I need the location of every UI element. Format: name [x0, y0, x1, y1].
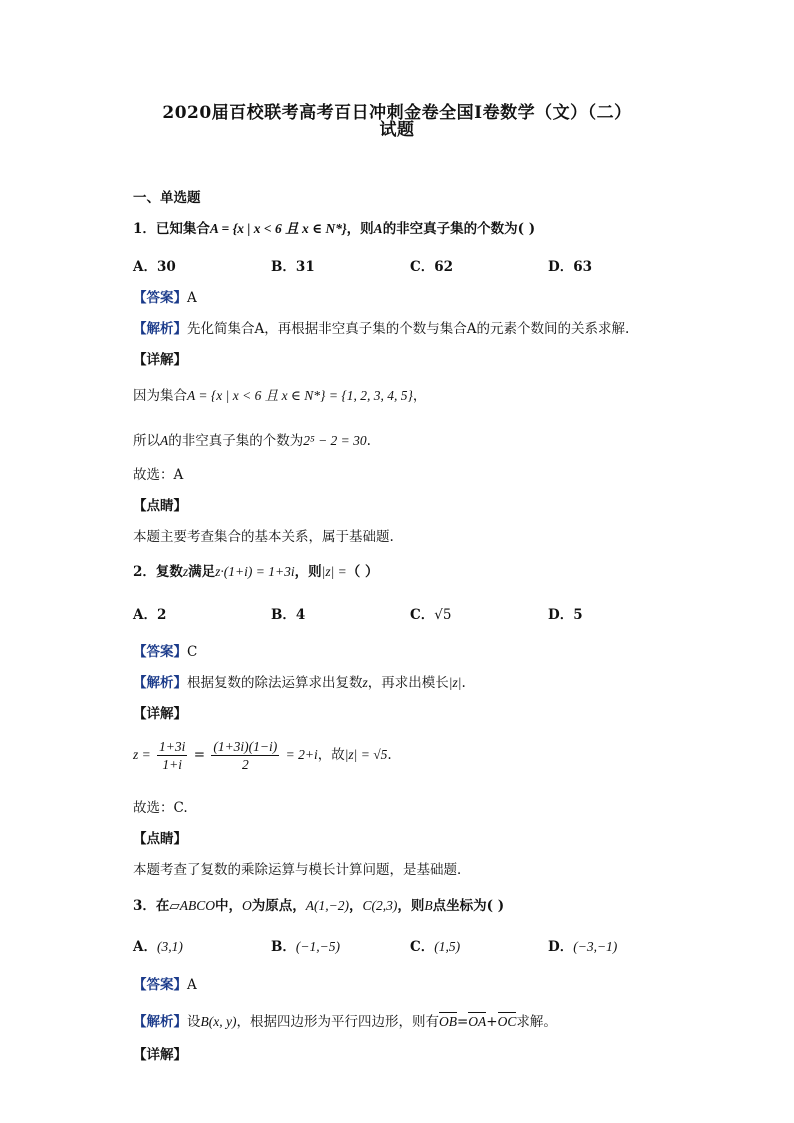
q1-analysis: 【解析】先化简集合A，再根据非空真子集的个数与集合A的元素个数间的关系求解.	[133, 321, 630, 337]
q3-answer: 【答案】A	[133, 977, 197, 993]
q2-detail-heading: 【详解】	[133, 706, 187, 722]
q3-option-b: B．(−1,−5)	[271, 939, 341, 955]
q1-choice: 故选：A	[133, 467, 184, 483]
q2-option-d: D．5	[548, 607, 583, 623]
q1-detail-line-2: 所以A的非空真子集的个数为2⁵ − 2 = 30.	[133, 433, 371, 449]
q3-option-c: C．(1,5)	[410, 939, 461, 955]
q2-option-c: C．√5	[410, 607, 452, 623]
doc-title: 2020届百校联考高考百日冲刺金卷全国Ⅰ卷数学（文）（二）	[162, 103, 632, 123]
q1-option-c: C．62	[410, 259, 454, 275]
q2-analysis: 【解析】根据复数的除法运算求出复数z，再求出模长|z|.	[133, 675, 466, 691]
q2-option-b: B．4	[271, 607, 306, 623]
vector-ob: OB	[438, 1014, 457, 1029]
q2-choice: 故选：C.	[133, 800, 188, 816]
vector-oa: OA	[468, 1014, 487, 1029]
q2-comment: 本题考查了复数的乘除运算与模长计算问题，是基础题．	[133, 862, 471, 878]
q1-detail-line-1: 因为集合A = {x | x < 6 且 x ∈ N*} = {1, 2, 3, 4, 5}，	[133, 388, 427, 404]
q1-comment-heading: 【点睛】	[133, 498, 187, 514]
q3-analysis: 【解析】设B(x, y)，根据四边形为平行四边形，则有OB=OA+OC求解。	[133, 1014, 557, 1030]
q1-comment: 本题主要考查集合的基本关系，属于基础题.	[133, 529, 394, 545]
q1-detail-heading: 【详解】	[133, 352, 187, 368]
vector-oc: OC	[497, 1014, 517, 1029]
section-heading: 一、单选题	[133, 190, 201, 206]
q2-answer: 【答案】C	[133, 644, 198, 660]
q2-comment-heading: 【点睛】	[133, 831, 187, 847]
q2-detail-equation: z = $\frac{1+3i}{1+i}$ = $\frac{(1+3i)(1-i)}{2}$ = 2+i，故|z| = √5.	[133, 739, 392, 772]
fraction-2: $\frac{(1+3i)(1-i)}{2}$	[213, 739, 278, 772]
q1-option-d: D．63	[548, 259, 593, 275]
q2-option-a: A．2	[133, 607, 167, 623]
q1-option-b: B．31	[271, 259, 315, 275]
doc-subtitle: 试题	[379, 120, 415, 140]
q3-option-d: D．(−3,−1)	[548, 939, 618, 955]
question-3-stem: 3．在▱ABCO中，O为原点，A(1,−2)，C(2,3)，则B点坐标为( )	[133, 898, 505, 914]
fraction-1: $\frac{1+3i}{1+i}$	[159, 739, 186, 772]
q1-option-a: A．30	[133, 259, 176, 275]
question-1-stem: 1．已知集合A = {x | x < 6 且 x ∈ N*}，则A的非空真子集的个数为( )	[133, 221, 536, 237]
q1-answer: 【答案】A	[133, 290, 197, 306]
q3-option-a: A．(3,1)	[133, 939, 183, 955]
q3-detail-heading: 【详解】	[133, 1047, 187, 1063]
question-2-stem: 2．复数z满足z·(1+i) = 1+3i，则|z| =（ ）	[133, 564, 379, 580]
